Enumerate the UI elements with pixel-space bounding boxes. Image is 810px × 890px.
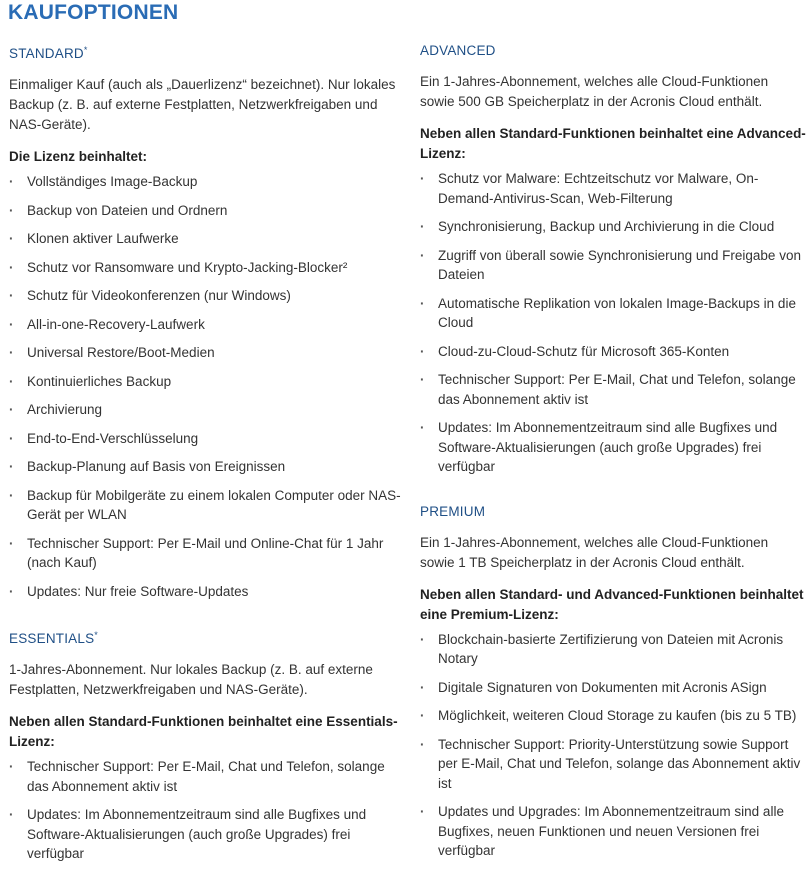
section-title-essentials: ESSENTIALS* — [9, 630, 98, 646]
right-column — [420, 42, 806, 887]
feature-list — [420, 169, 806, 477]
feature-list — [9, 757, 404, 864]
section-description: Einmaliger Kauf (auch als „Dauerlizenz“ bezeichnet). Nur lokales Backup (z. B. auf externe Festplatten, Netzwerkfreigaben und NAS-Geräte). — [9, 77, 396, 132]
section-description: Ein 1-Jahres-Abonnement, welches alle Cloud-Funktionen sowie 500 GB Speicherplatz in der Acronis Cloud enthält. — [420, 74, 769, 109]
list-item: · Updates: Im Abonnementzeitraum sind alle Bugfixes und Software-Aktualisierungen (auch große Upgrades) frei verfügbar — [420, 418, 806, 477]
section-standard — [9, 42, 404, 601]
list-item: · Schutz vor Malware: Echtzeitschutz vor Malware, On-Demand-Antivirus-Scan, Web-Filterung — [420, 169, 806, 208]
list-item: · Möglichkeit, weiteren Cloud Storage zu kaufen (bis zu 5 TB) — [420, 706, 806, 726]
section-heading: Die Lizenz beinhaltet: — [9, 149, 148, 164]
list-item: · Updates: Nur freie Software-Updates — [9, 582, 404, 602]
list-item: · End-to-End-Verschlüsselung — [9, 429, 404, 449]
list-item: · Vollständiges Image-Backup — [9, 172, 404, 192]
list-item: · Schutz für Videokonferenzen (nur Windows) — [9, 286, 404, 306]
list-item: · Technischer Support: Priority-Unterstützung sowie Support per E-Mail, Chat und Telefon, solange das Abonnement aktiv ist — [420, 735, 806, 794]
list-item: · Backup von Dateien und Ordnern — [9, 201, 404, 221]
list-item: · All-in-one-Recovery-Laufwerk — [9, 315, 404, 335]
section-title-premium: PREMIUM — [420, 503, 486, 519]
section-advanced — [420, 42, 806, 477]
feature-list — [420, 630, 806, 861]
section-heading: Neben allen Standard-Funktionen beinhaltet eine Essentials-Lizenz: — [9, 714, 398, 749]
list-item: · Blockchain-basierte Zertifizierung von Dateien mit Acronis Notary — [420, 630, 806, 669]
section-description: Ein 1-Jahres-Abonnement, welches alle Cloud-Funktionen sowie 1 TB Speicherplatz in der Acronis Cloud enthält. — [420, 534, 769, 570]
list-item: · Technischer Support: Per E-Mail und Online-Chat für 1 Jahr (nach Kauf) — [9, 534, 404, 573]
page-title: KAUFOPTIONEN — [8, 1, 179, 24]
section-title-standard: STANDARD* — [9, 45, 88, 61]
list-item: · Updates und Upgrades: Im Abonnementzeitraum sind alle Bugfixes, neuen Funktionen und neuen Versionen frei verfügbar — [420, 802, 806, 861]
list-item: · Cloud-zu-Cloud-Schutz für Microsoft 365-Konten — [420, 342, 806, 362]
list-item: · Digitale Signaturen von Dokumenten mit Acronis ASign — [420, 678, 806, 698]
list-item: · Automatische Replikation von lokalen Image-Backups in die Cloud — [420, 294, 806, 333]
feature-list — [9, 172, 404, 601]
list-item: · Backup für Mobilgeräte zu einem lokalen Computer oder NAS-Gerät per WLAN — [9, 486, 404, 525]
section-premium — [420, 503, 806, 861]
list-item: · Universal Restore/Boot-Medien — [9, 343, 404, 363]
list-item: · Backup-Planung auf Basis von Ereignissen — [9, 457, 404, 477]
section-description: 1-Jahres-Abonnement. Nur lokales Backup (z. B. auf externe Festplatten, Netzwerkfreigaben und NAS-Geräte). — [9, 662, 373, 697]
list-item: · Synchronisierung, Backup und Archivierung in die Cloud — [420, 217, 806, 237]
list-item: · Technischer Support: Per E-Mail, Chat und Telefon, solange das Abonnement aktiv ist — [420, 370, 806, 409]
left-column — [9, 42, 404, 890]
list-item: · Klonen aktiver Laufwerke — [9, 229, 404, 249]
section-heading: Neben allen Standard- und Advanced-Funktionen beinhaltet eine Premium-Lizenz: — [420, 586, 804, 622]
list-item: · Zugriff von überall sowie Synchronisierung und Freigabe von Dateien — [420, 246, 806, 285]
list-item: · Schutz vor Ransomware und Krypto-Jacking-Blocker² — [9, 258, 404, 278]
list-item: · Updates: Im Abonnementzeitraum sind alle Bugfixes und Software-Aktualisierungen (auch große Upgrades) frei verfügbar — [9, 805, 404, 864]
list-item: · Archivierung — [9, 400, 404, 420]
section-title-advanced: ADVANCED — [420, 43, 496, 58]
list-item: · Kontinuierliches Backup — [9, 372, 404, 392]
list-item: · Technischer Support: Per E-Mail, Chat und Telefon, solange das Abonnement aktiv ist — [9, 757, 404, 796]
section-essentials — [9, 627, 404, 864]
section-heading: Neben allen Standard-Funktionen beinhaltet eine Advanced-Lizenz: — [420, 126, 806, 161]
